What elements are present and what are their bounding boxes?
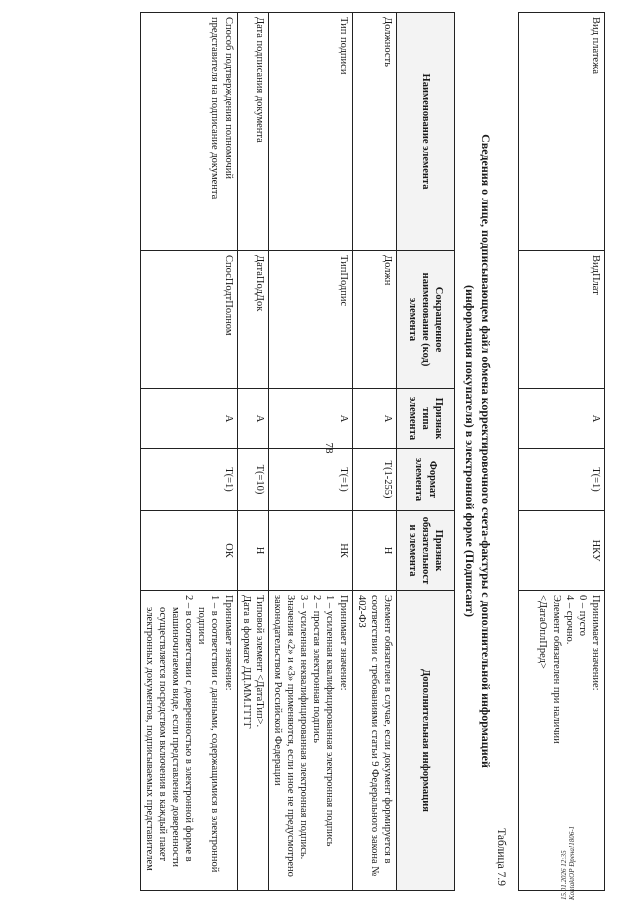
cell-required: ОК [140, 511, 237, 591]
info-line: 1 – в соответствии с данными, содержащимися в электронной подписи [196, 595, 221, 873]
table-row [268, 13, 352, 891]
cell-code: ТипПодпис [268, 251, 352, 389]
info-line: Значения «2» и «3» применяются, если иное не предусмотрено законодательством Российской Федерации [272, 595, 297, 877]
cell-name: Тип подписи [268, 13, 352, 251]
cell-format: Т(=1) [140, 449, 237, 511]
cell-format: Т(1-255) [352, 449, 396, 511]
header-row [397, 13, 455, 891]
cell-code: ДатаПодДок [237, 251, 268, 389]
signer-table [140, 12, 455, 891]
table-caption [462, 12, 493, 890]
header-format: Формат элемента [397, 449, 455, 511]
info-line: Принимает значение: [222, 595, 234, 691]
stamp-datetime: 15.01.2026 12:35 [560, 850, 568, 900]
cell-required: Н [352, 511, 396, 591]
cell-type: А [268, 389, 352, 449]
cell-required: Н [237, 511, 268, 591]
cell-required: НК [268, 511, 352, 591]
header-name: Наименование элемента [397, 13, 455, 251]
cell-format: Т(=10) [237, 449, 268, 511]
info-line: Дата в формате ДД.ММ.ГГГГ [240, 595, 252, 729]
cell-info [519, 591, 605, 891]
stamp-source: KontaktОР Ðрена!1806-1 [568, 825, 577, 900]
cell-type: А [352, 389, 396, 449]
table-number-label: Таблица 7.9 [495, 828, 507, 886]
info-line: 1 – усиленная квалифицированная электронная подпись [324, 595, 336, 847]
cell-format: Т(=1) [268, 449, 352, 511]
cell-name: Вид платежа [519, 13, 605, 251]
page-number: 78 [323, 442, 335, 454]
header-info: Дополнительная информация [397, 591, 455, 891]
table-row [140, 13, 237, 891]
info-line: Элемент обязателен в случае, если документ формируется в соответствии с требованиями статьи 9 Федерального закона № 402-ФЗ [355, 595, 393, 877]
cell-type: А [519, 389, 605, 449]
cell-info [352, 591, 396, 891]
cell-type: А [237, 389, 268, 449]
caption-line: (информация покупателя) в электронной форме (Подписант) [463, 284, 478, 618]
info-line: Принимает значение: [590, 595, 601, 691]
cell-code: ВидПлат [519, 251, 605, 389]
header-required: Признак обязательности элемента [397, 511, 455, 591]
info-line: 3 – усиленная неквалифицированная электронная подпись. [298, 595, 310, 860]
info-line: 2 – в соответствии с доверенностью в электронной форме в машиночитаемом виде, если представление доверенности осуществляется посредством включения в каждый пакет электронных документов, подписываемых представителем [143, 595, 195, 871]
info-line: 2 – простая электронная подпись [311, 595, 323, 743]
cell-format: Т(=1) [519, 449, 605, 511]
info-line: 0 – пусто [576, 595, 588, 636]
cell-name: Должность [352, 13, 396, 251]
info-line: <ДатаОплПред> [537, 595, 549, 669]
info-line: Элемент обязателен при наличии [550, 595, 562, 744]
cell-name: Дата подписания документа [237, 13, 268, 251]
cell-type: А [140, 389, 237, 449]
table-row [237, 13, 268, 891]
rotated-page-content [50, 12, 605, 890]
cell-info [140, 591, 237, 891]
continuation-table [518, 12, 605, 891]
cell-name: Способ подтверждения полномочий представителя на подписание документа [140, 13, 237, 251]
info-line: 4 – срочно. [563, 595, 575, 645]
table-row [519, 13, 605, 891]
info-line: Типовой элемент <ДатаТип>. [253, 595, 265, 728]
caption-line: Сведения о лице, подписывающем файл обмена корректировочного счета-фактуры с дополнительной информацией [479, 134, 493, 768]
cell-required: НКУ [519, 511, 605, 591]
header-type: Признак типа элемента [397, 389, 455, 449]
table-row [352, 13, 396, 891]
header-code: Сокращенное наименование (код) элемента [397, 251, 455, 389]
info-line: Принимает значение: [337, 595, 349, 691]
cell-info [237, 591, 268, 891]
cell-code: СпосПодтПолном [140, 251, 237, 389]
cell-info [268, 591, 352, 891]
cell-code: Должн [352, 251, 396, 389]
